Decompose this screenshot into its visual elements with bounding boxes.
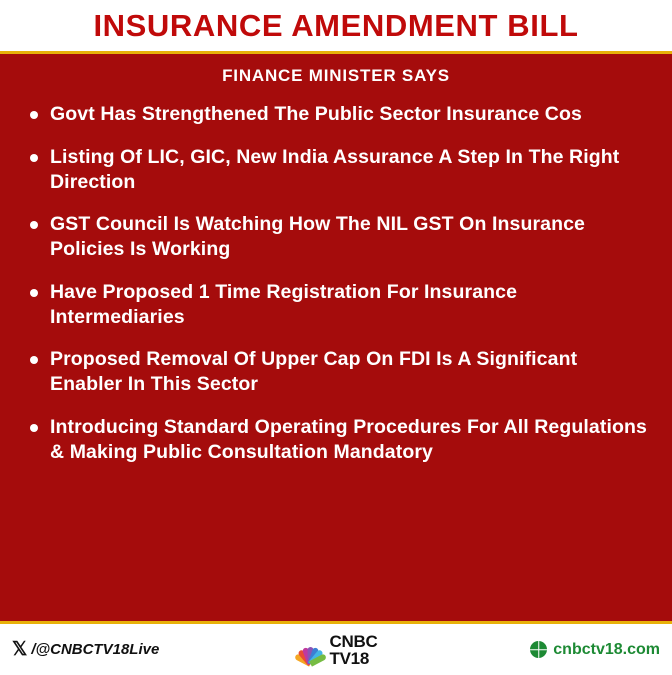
channel-name-line1: CNBC [329, 631, 378, 651]
website-url: cnbctv18.com [553, 640, 660, 658]
list-item-text: Listing Of LIC, GIC, New India Assurance A Step In The Right Direction [50, 145, 620, 193]
subtitle: FINANCE MINISTER SAYS [222, 66, 450, 85]
channel-name-line2: TV18 [329, 648, 369, 668]
bullet-dot-icon [30, 221, 38, 229]
card-footer [0, 621, 672, 675]
list-item-text: GST Council Is Watching How The NIL GST On Insurance Policies Is Working [50, 213, 585, 260]
list-item [22, 212, 650, 262]
social-handle-group[interactable] [12, 640, 159, 659]
list-item [22, 415, 650, 465]
x-twitter-icon: 𝕏 [12, 639, 28, 660]
list-item-text: Govt Has Strengthened The Public Sector Insurance Cos [50, 103, 582, 125]
card-header [0, 0, 672, 54]
social-handle-text: /@CNBCTV18Live [31, 641, 160, 658]
list-item [22, 347, 650, 397]
bullet-dot-icon [30, 424, 38, 432]
list-item-text: Have Proposed 1 Time Registration For Insurance Intermediaries [50, 280, 518, 328]
globe-icon [530, 641, 547, 658]
peacock-icon [295, 634, 325, 666]
bullet-dot-icon [30, 356, 38, 364]
list-item [22, 102, 650, 127]
channel-logo [295, 633, 378, 667]
page-title: INSURANCE AMENDMENT BILL [93, 7, 579, 43]
list-item-text: Introducing Standard Operating Procedures For All Regulations & Making Public Consultation Mandatory [50, 415, 647, 463]
list-item [22, 145, 650, 195]
list-item-text: Proposed Removal Of Upper Cap On FDI Is A Significant Enabler In This Sector [50, 348, 578, 395]
channel-name [330, 633, 378, 667]
list-item [22, 280, 650, 330]
bullet-list [0, 90, 672, 621]
website-group[interactable] [530, 641, 660, 659]
bullet-dot-icon [30, 111, 38, 119]
bullet-dot-icon [30, 154, 38, 162]
subtitle-container [0, 54, 672, 90]
bullet-dot-icon [30, 289, 38, 297]
